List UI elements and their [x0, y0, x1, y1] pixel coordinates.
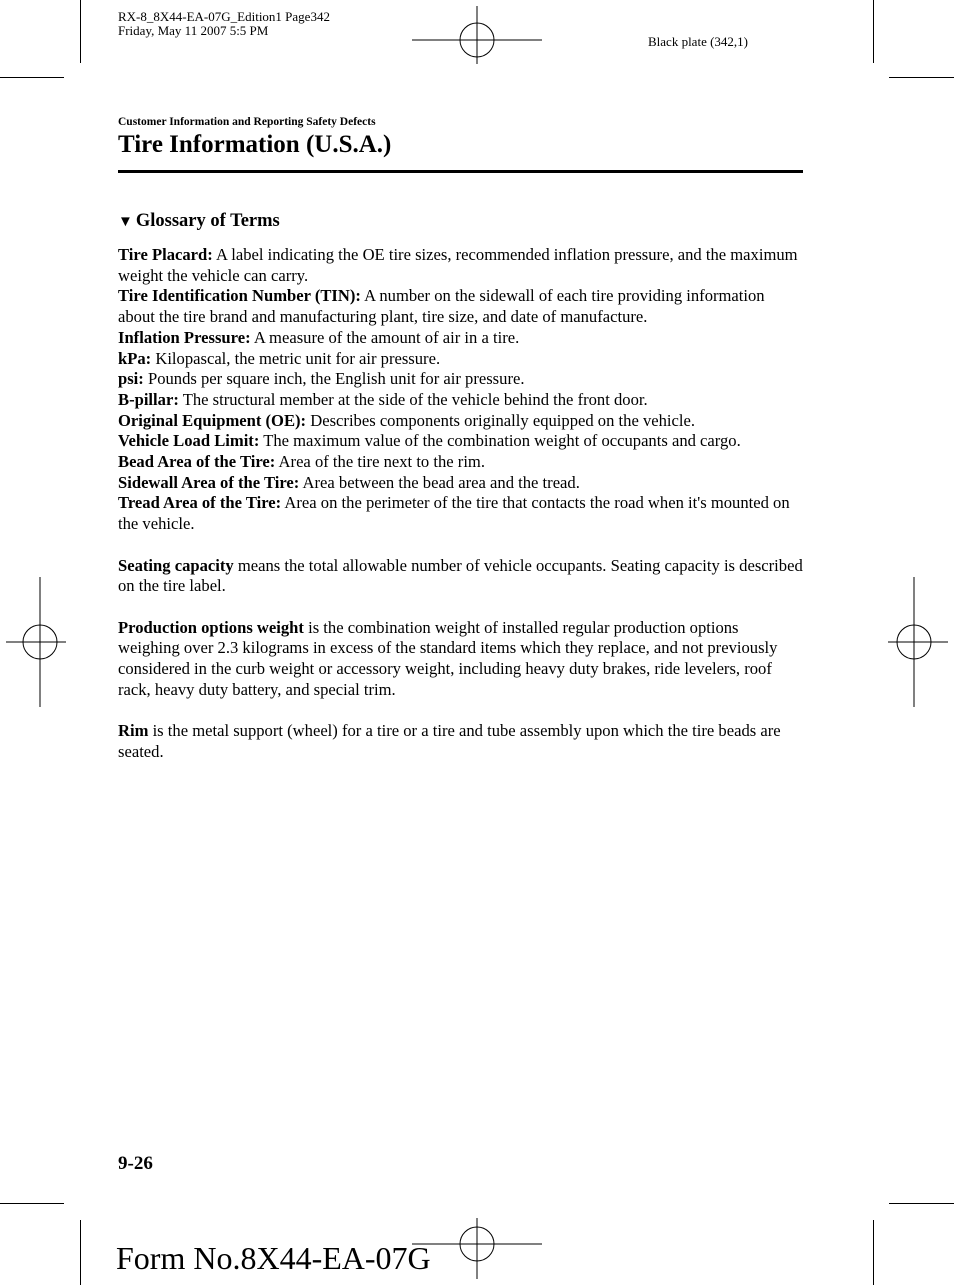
glossary-definition: Area of the tire next to the rim.: [275, 452, 485, 472]
glossary-definition: Kilopascal, the metric unit for air pressure.: [151, 348, 441, 368]
paragraph-text: is the combination weight of installed regular production options weighing over 2.3 kilograms in excess of the standard items which they replace, and not previously considered in the curb weight or accessory weight, including heavy duty brakes, ride levelers, roof rack, heavy duty battery, and special trim.: [118, 617, 778, 699]
title-rule: [118, 170, 803, 173]
glossary-term: Sidewall Area of the Tire:: [118, 472, 300, 492]
page-title: Tire Information (U.S.A.): [118, 131, 392, 158]
glossary-term: Tire Placard:: [118, 245, 213, 264]
glossary-definition: Pounds per square inch, the English unit for air pressure.: [143, 369, 525, 389]
paragraph-text: is the metal support (wheel) for a tire or a tire and tube assembly upon which the tire beads are seated.: [118, 721, 781, 761]
page-number: 9-26: [118, 1153, 153, 1174]
paragraph-production-options-weight: [118, 618, 804, 701]
glossary-term: B-pillar:: [118, 389, 179, 409]
glossary-entry-tread-area: [118, 493, 804, 534]
print-header-plate: Black plate (342,1): [648, 34, 748, 49]
registration-mark-right: [874, 577, 954, 707]
print-header-date: Friday, May 11 2007 5:5 PM: [118, 23, 269, 38]
registration-mark-left: [0, 577, 80, 707]
crop-mark-bottom-left-v: [80, 1220, 81, 1285]
glossary-term: kPa:: [118, 348, 152, 368]
glossary-entry-kpa: [118, 349, 804, 370]
glossary-entry-sidewall-area: [118, 473, 804, 494]
glossary-definition: Describes components originally equipped on the vehicle.: [306, 410, 696, 430]
section-label: Customer Information and Reporting Safety Defects: [118, 116, 376, 128]
glossary-definition: Area between the bead area and the tread.: [299, 472, 580, 492]
glossary-term: psi:: [118, 369, 144, 389]
glossary-entry-tire-placard: [118, 245, 804, 286]
glossary-content: [118, 245, 804, 763]
crop-mark-bottom-left-h: [0, 1203, 64, 1204]
glossary-term: Tread Area of the Tire:: [118, 493, 282, 513]
glossary-entry-psi: [118, 369, 804, 390]
glossary-definition: A measure of the amount of air in a tire.: [250, 327, 520, 347]
glossary-entry-original-equipment: [118, 411, 804, 432]
glossary-definition: Area on the perimeter of the tire that contacts the road when it's mounted on the vehicle.: [118, 493, 790, 534]
crop-mark-top-left-v: [80, 0, 81, 63]
crop-mark-top-right-v: [873, 0, 874, 63]
glossary-entry-vehicle-load-limit: [118, 431, 804, 452]
paragraph-seating-capacity: [118, 556, 804, 597]
glossary-entry-inflation-pressure: [118, 328, 804, 349]
glossary-term: Inflation Pressure:: [118, 327, 251, 347]
glossary-definition: The maximum value of the combination weight of occupants and cargo.: [259, 431, 741, 451]
glossary-entry-bead-area: [118, 452, 804, 473]
crop-mark-top-right-h: [889, 77, 954, 78]
form-number: Form No.8X44-EA-07G: [116, 1240, 431, 1276]
glossary-entry-tin: [118, 286, 804, 327]
glossary-term: Bead Area of the Tire:: [118, 452, 276, 472]
paragraph-rim: [118, 721, 804, 762]
registration-mark-top: [412, 0, 542, 80]
crop-mark-bottom-right-v: [873, 1220, 874, 1285]
glossary-heading: [118, 211, 280, 232]
crop-mark-top-left-h: [0, 77, 64, 78]
glossary-term: Tire Identification Number (TIN):: [118, 286, 361, 306]
paragraph-term: Rim: [118, 721, 149, 741]
glossary-term: Original Equipment (OE):: [118, 410, 307, 430]
glossary-definition: A label indicating the OE tire sizes, recommended inflation pressure, and the maximum weight the vehicle can carry.: [118, 245, 798, 285]
paragraph-term: Seating capacity: [118, 555, 234, 575]
glossary-term: Vehicle Load Limit:: [118, 431, 260, 451]
paragraph-text: means the total allowable number of vehicle occupants. Seating capacity is described on the tire label.: [118, 555, 803, 596]
glossary-definition: A number on the sidewall of each tire providing information about the tire brand and manufacturing plant, tire size, and date of manufacture.: [118, 286, 765, 327]
crop-mark-bottom-right-h: [889, 1203, 954, 1204]
registration-mark-bottom: [412, 1204, 542, 1285]
triangle-down-icon: ▼: [118, 214, 133, 230]
glossary-definition: The structural member at the side of the vehicle behind the front door.: [178, 389, 648, 409]
glossary-entry-b-pillar: [118, 390, 804, 411]
glossary-heading-text: Glossary of Terms: [135, 211, 280, 231]
paragraph-term: Production options weight: [118, 617, 304, 637]
print-header-file: RX-8_8X44-EA-07G_Edition1 Page342: [118, 9, 330, 24]
